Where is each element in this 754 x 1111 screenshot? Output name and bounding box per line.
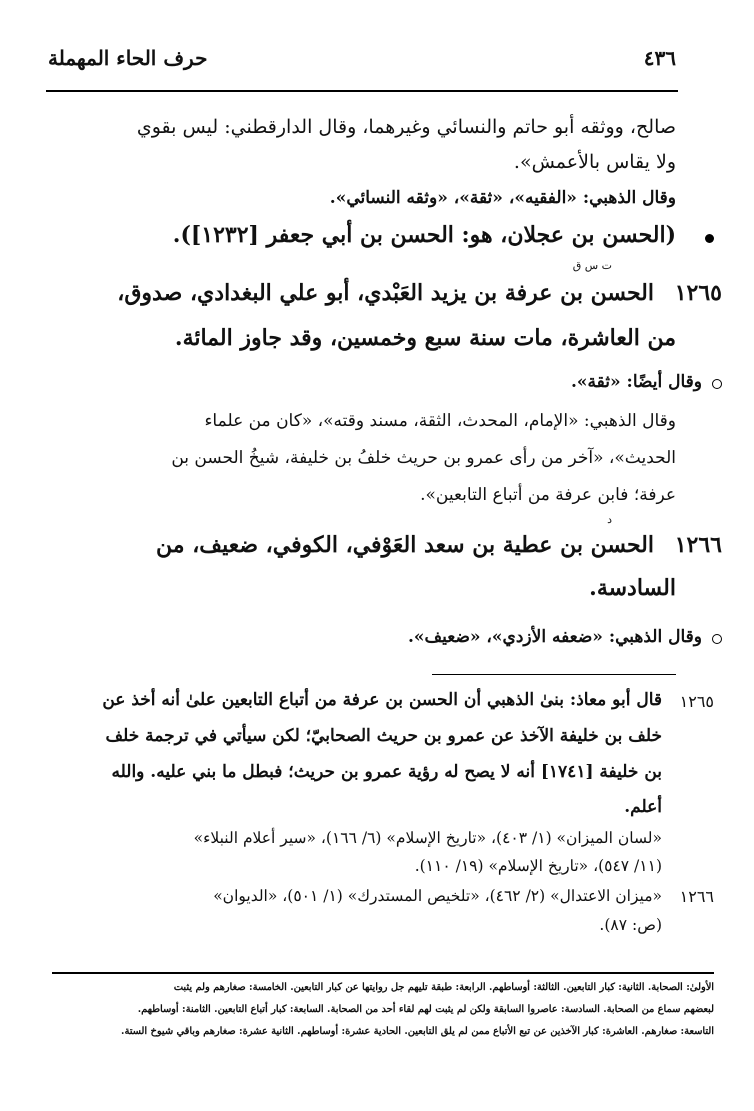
footnote-1265-line-2: خلف بن خليفة الآخذ عن عمرو بن حريث الصحابيّ؛ لكن سيأتي في ترجمة خلف [105,726,662,746]
page-number: ٤٣٦ [643,46,676,70]
entry-1266-line-2: السادسة. [589,575,676,601]
entry-1266-line-1: الحسن بن عطية بن سعد العَوْفي، الكوفي، ضعيف، من [156,532,654,558]
footnote-1265-line-1: قال أبو معاذ: بنىٰ الذهبي أن الحسن بن عرفة من أتباع التابعين علىٰ أنه أخذ عن [102,690,662,710]
footnote-1266-line-1: «ميزان الاعتدال» (٢/ ٤٦٢)، «تلخيص المستدرك» (١/ ٥٠١)، «الديوان» [213,887,662,905]
circle-marker-icon [712,634,722,644]
entry-1265-also-said: وقال أيضًا: «ثقة». [571,372,702,392]
tabaqat-legend-line-2: لبعضهم سماع من الصحابة. السادسة: عاصروا السابقة ولكن لم يثبت لهم لقاء أحد من الصحابة. السابعة: كبار أتباع التابعين. الثامنة: أوساطهم. [137,1004,714,1015]
entry-1265-line-1: الحسن بن عرفة بن يزيد العَبْدي، أبو علي البغدادي، صدوق، [117,280,654,306]
prev-entry-line-1: صالح، ووثقه أبو حاتم والنسائي وغيرهما، وقال الدارقطني: ليس بقوي [136,116,676,138]
entry-1265-line-2: من العاشرة، مات سنة سبع وخمسين، وقد جاوز المائة. [174,325,676,351]
entry-1266-dhahabi: وقال الذهبي: «ضعفه الأزدي»، «ضعيف». [407,627,702,647]
entry-1265-dhahabi-line-3: عرفة؛ فابن عرفة من أتباع التابعين». [420,485,676,505]
entry-1265-dhahabi-line-2: الحديث»، «آخر من رأى عمرو بن حريث خلفُ بن خليفة، شيخُ الحسن بن [171,448,676,468]
prev-entry-line-2: ولا يقاس بالأعمش». [513,151,676,173]
entry-1265-dhahabi-line-1: وقال الذهبي: «الإمام، المحدث، الثقة، مسند وقته»، «كان من علماء [204,411,676,431]
footnote-1265-sources-1: «لسان الميزان» (١/ ٤٠٣)، «تاريخ الإسلام» (٦/ ١٦٦)، «سير أعلام النبلاء» [193,829,662,847]
footnote-1265-line-3: بن خليفة [١٧٤١] أنه لا يصح له رؤية عمرو بن حريث؛ فبطل ما بني عليه. والله [111,762,662,782]
header-rule [46,90,678,92]
circle-marker-icon [712,379,722,389]
entry-1265-number: ١٢٦٥ [674,280,722,306]
bullet-icon [705,234,714,243]
footnote-1265-sources-2: (١١/ ٥٤٧)، «تاريخ الإسلام» (١٩/ ١١٠). [414,857,662,875]
legend-rule [52,972,714,974]
chapter-title: حرف الحاء المهملة [48,46,208,70]
tabaqat-legend-line-1: الأولىٰ: الصحابة. الثانية: كبار التابعين. الثالثة: أوساطهم. الرابعة: طبقة تليهم جل روايتها عن كبار التابعين. الخامسة: صغارهم ولم يثبت [173,982,714,993]
footnote-1265-line-4: أعلم. [624,797,662,817]
tabaqat-legend-line-3: التاسعة: صغارهم. العاشرة: كبار الآخذين عن تبع الأتباع ممن لم يلق التابعين. الحادية عشرة: أوساطهم. الثانية عشرة: صغارهم وباقي شيوخ الستة. [121,1026,714,1037]
entry-1266-number: ١٢٦٦ [674,532,722,558]
footnote-1266-line-2: (ص: ٨٧). [599,916,662,934]
cross-reference-entry: (الحسن بن عجلان، هو: الحسن بن أبي جعفر [١٢٣٢]). [172,222,676,248]
footnote-1266-number: ١٢٦٦ [679,887,714,906]
prev-entry-dhahabi: وقال الذهبي: «الفقيه»، «ثقة»، «وثقه النسائي». [329,188,676,208]
footnote-1265-number: ١٢٦٥ [679,692,714,711]
entry-1265-symbols: ت س ق [572,259,612,272]
footnote-rule [432,674,676,675]
entry-1266-symbols: د [607,513,612,526]
